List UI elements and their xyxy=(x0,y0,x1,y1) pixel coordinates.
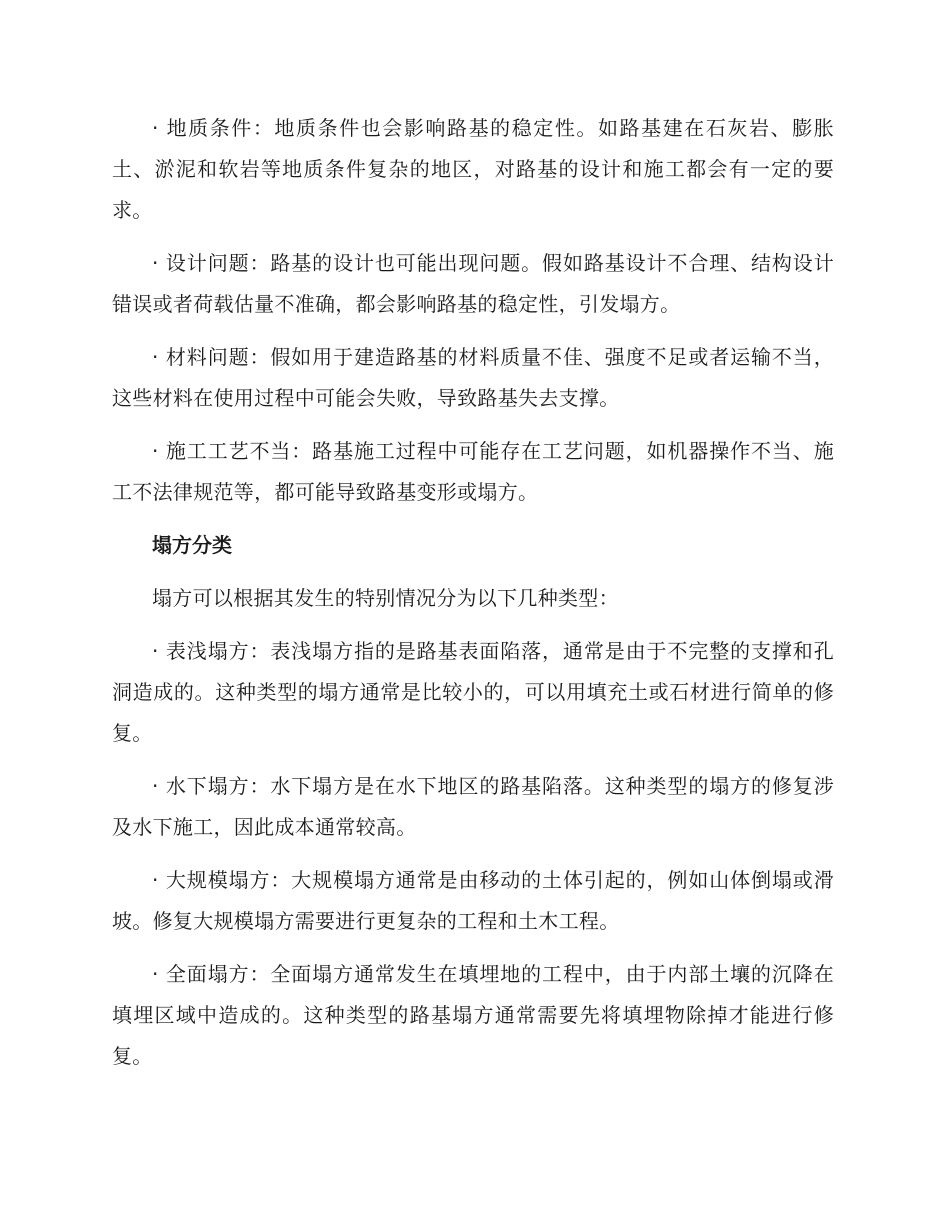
section-intro: 塌方可以根据其发生的特别情况分为以下几种类型： xyxy=(152,586,619,610)
cause-item-geology: · 地质条件：地质条件也会影响路基的稳定性。如路基建在石灰岩、膨胀土、淤泥和软岩等地质条件复杂的地区，对路基的设计和施工都会有一定的要求。 xyxy=(112,116,834,222)
document-body xyxy=(112,108,834,1089)
cause-item-construction: · 施工工艺不当：路基施工过程中可能存在工艺问题，如机器操作不当、施工不法律规范等，都可能导致路基变形或塌方。 xyxy=(112,439,834,504)
type-item-large-scale: · 大规模塌方：大规模塌方通常是由移动的土体引起的，例如山体倒塌或滑坡。修复大规模塌方需要进行更复杂的工程和土木工程。 xyxy=(112,868,834,933)
type-item-full: · 全面塌方：全面塌方通常发生在填埋地的工程中，由于内部土壤的沉降在填埋区域中造成的。这种类型的路基塌方通常需要先将填埋物除掉才能进行修复。 xyxy=(112,962,834,1068)
type-item-surface: · 表浅塌方：表浅塌方指的是路基表面陷落，通常是由于不完整的支撑和孔洞造成的。这种类型的塌方通常是比较小的，可以用填充土或石材进行简单的修复。 xyxy=(112,639,834,745)
section-heading: 塌方分类 xyxy=(152,533,232,557)
cause-item-material: · 材料问题：假如用于建造路基的材料质量不佳、强度不足或者运输不当，这些材料在使用过程中可能会失败，导致路基失去支撑。 xyxy=(112,345,834,410)
cause-item-design: · 设计问题：路基的设计也可能出现问题。假如路基设计不合理、结构设计错误或者荷载估量不准确，都会影响路基的稳定性，引发塌方。 xyxy=(112,251,834,316)
type-item-underwater: · 水下塌方：水下塌方是在水下地区的路基陷落。这种类型的塌方的修复涉及水下施工，因此成本通常较高。 xyxy=(112,774,834,839)
